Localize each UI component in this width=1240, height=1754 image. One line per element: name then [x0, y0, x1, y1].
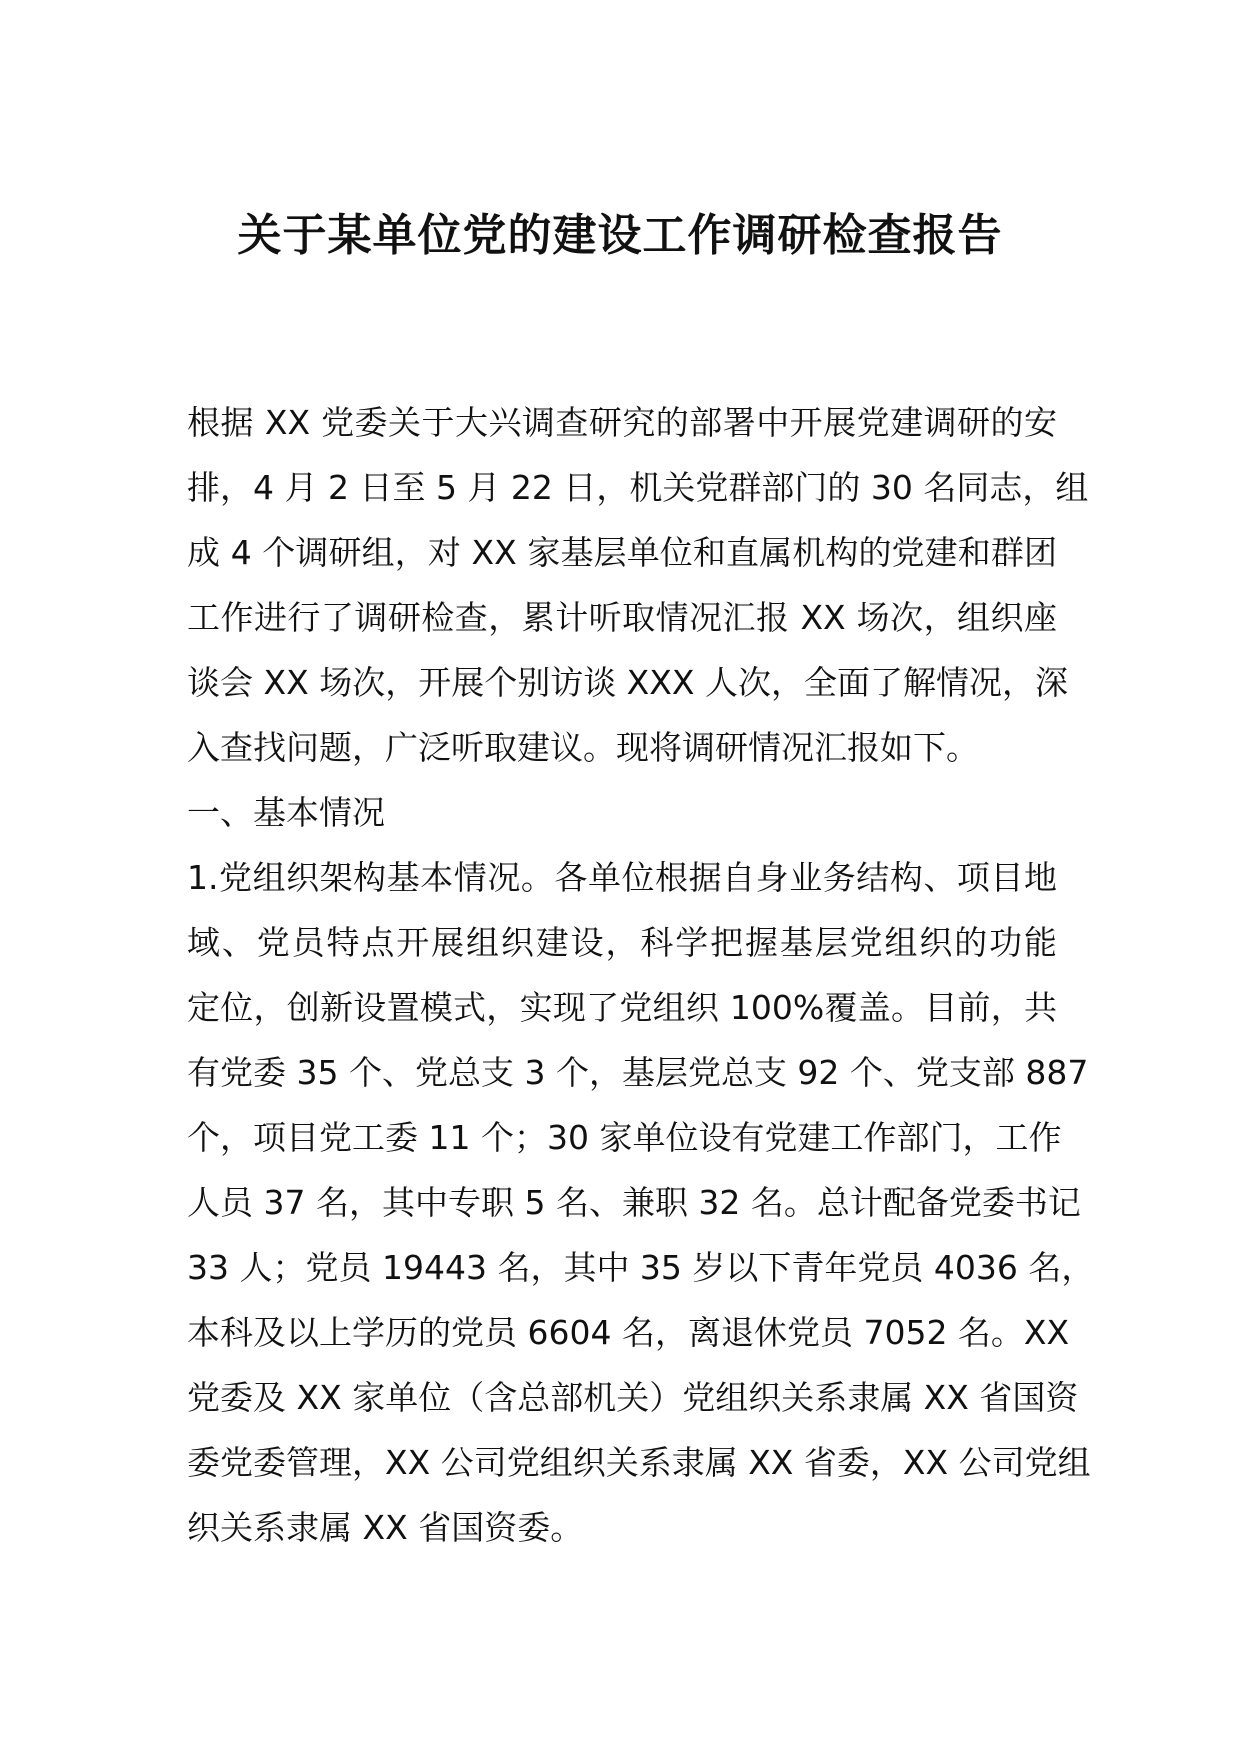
text-line: 个，项目党工委 11 个；30 家单位设有党建工作部门，工作	[187, 1118, 1062, 1157]
text-line: 工作进行了调研检查，累计听取情况汇报 XX 场次，组织座	[187, 598, 1057, 637]
text-line: 织关系隶属 XX 省国资委。	[187, 1508, 584, 1547]
text-line: 1.党组织架构基本情况。各单位根据自身业务结构、项目地	[187, 858, 1057, 897]
text-line: 入查找问题，广泛听取建议。现将调研情况汇报如下。	[187, 728, 979, 767]
document-body	[187, 390, 1095, 1560]
text-line: 党委及 XX 家单位（含总部机关）党组织关系隶属 XX 省国资	[187, 1378, 1079, 1417]
document-title: 关于某单位党的建设工作调研检查报告	[237, 210, 1003, 261]
section-heading	[187, 780, 1057, 845]
text-line: 根据 XX 党委关于大兴调查研究的部署中开展党建调研的安	[187, 403, 1057, 442]
text-line: 委党委管理，XX 公司党组织关系隶属 XX 省委，XX 公司党组	[187, 1443, 1091, 1482]
text-line: 排，4 月 2 日至 5 月 22 日，机关党群部门的 30 名同志，组	[187, 468, 1089, 507]
text-line: 定位，创新设置模式，实现了党组织 100%覆盖。目前，共	[187, 988, 1057, 1027]
text-line: 域、党员特点开展组织建设，科学把握基层党组织的功能	[187, 923, 1057, 962]
text-line: 33 人；党员 19443 名，其中 35 岁以下青年党员 4036 名，	[187, 1248, 1095, 1287]
text-line: 成 4 个调研组，对 XX 家基层单位和直属机构的党建和群团	[187, 533, 1057, 572]
text-line: 人员 37 名，其中专职 5 名、兼职 32 名。总计配备党委书记	[187, 1183, 1081, 1222]
text-line: 谈会 XX 场次，开展个别访谈 XXX 人次，全面了解情况，深	[187, 663, 1068, 702]
text-line: 本科及以上学历的党员 6604 名，离退休党员 7052 名。XX	[187, 1313, 1070, 1352]
party-organization-paragraph	[187, 845, 1095, 1560]
section-heading-text: 一、基本情况	[187, 793, 385, 832]
text-line: 有党委 35 个、党总支 3 个，基层党总支 92 个、党支部 887	[187, 1053, 1089, 1092]
intro-paragraph	[187, 390, 1089, 780]
